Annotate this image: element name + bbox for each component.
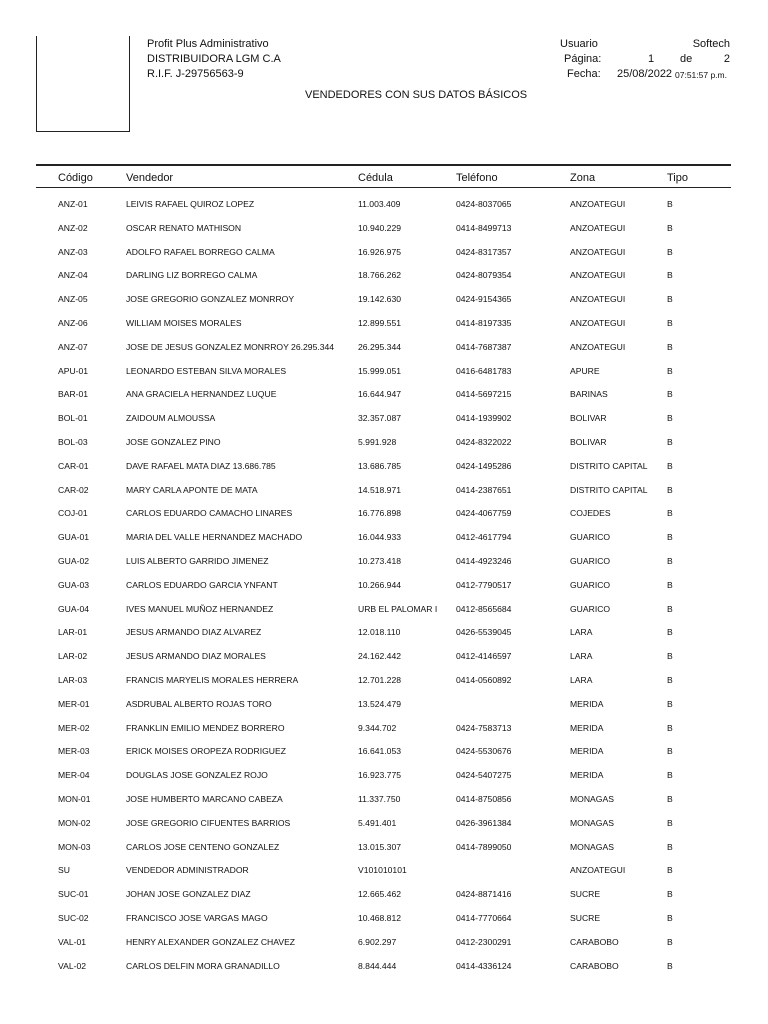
row-zone: BARINAS (570, 389, 608, 400)
row-type: B (667, 912, 673, 923)
row-id: 11.003.409 (358, 199, 401, 209)
row-id: 32.357.087 (358, 413, 402, 424)
page-of: de (680, 53, 693, 65)
row-code: ANZ-06 (58, 317, 88, 328)
row-code: MER-01 (58, 698, 90, 709)
date-value: 25/08/2022 (617, 68, 673, 80)
column-header-id: Cédula (358, 172, 393, 184)
row-seller: CARLOS EDUARDO GARCIA YNFANT (126, 579, 278, 590)
row-zone: ANZOATEGUI (570, 246, 626, 257)
table-row (36, 359, 731, 383)
row-type: B (667, 389, 673, 400)
row-seller: LEIVIS RAFAEL QUIROZ LOPEZ (126, 199, 255, 209)
row-seller: ANA GRACIELA HERNANDEZ LUQUE (126, 389, 277, 400)
table-row (36, 906, 731, 930)
row-seller: ERICK MOISES OROPEZA RODRIGUEZ (126, 746, 286, 757)
row-type: B (667, 222, 673, 233)
row-type: B (667, 674, 673, 685)
row-zone: ANZOATEGUI (570, 199, 626, 209)
row-id: 8.844.444 (358, 960, 397, 971)
row-code: SUC-01 (58, 889, 89, 900)
row-phone: 0412-4617794 (456, 532, 512, 543)
row-phone: 0424-8079354 (456, 270, 512, 281)
row-phone: 0414-7899050 (456, 841, 512, 852)
row-type: B (667, 936, 673, 947)
table-row (36, 287, 731, 311)
row-code: GUA-03 (58, 579, 90, 590)
row-zone: BOLIVAR (570, 413, 607, 424)
row-seller: WILLIAM MOISES MORALES (126, 317, 242, 328)
row-code: ANZ-05 (58, 294, 88, 305)
row-type: B (667, 746, 673, 757)
column-header-zone: Zona (570, 172, 596, 184)
row-type: B (667, 817, 673, 828)
row-seller: ADOLFO RAFAEL BORREGO CALMA (126, 246, 275, 257)
row-phone: 0414-4923246 (456, 555, 512, 566)
row-phone: 0412-2300291 (456, 936, 512, 947)
row-type: B (667, 317, 673, 328)
row-id: 13.015.307 (358, 841, 402, 852)
row-id: 5.491.401 (358, 817, 397, 828)
row-id: 12.665.462 (358, 889, 402, 900)
row-zone: DISTRITO CAPITAL (570, 460, 648, 471)
row-type: B (667, 722, 673, 733)
row-phone: 0414-4336124 (456, 960, 512, 971)
row-seller: DOUGLAS JOSE GONZALEZ ROJO (126, 770, 268, 781)
row-id: 16.776.898 (358, 508, 402, 519)
row-zone: LARA (570, 627, 593, 638)
row-phone: 0416-6481783 (456, 365, 512, 376)
row-code: LAR-02 (58, 651, 88, 662)
table-row (36, 335, 731, 359)
company-info (147, 37, 281, 82)
table-header (36, 164, 731, 188)
app-name: Profit Plus Administrativo (147, 38, 269, 50)
row-type: B (667, 508, 673, 519)
row-type: B (667, 413, 673, 424)
row-id: 10.266.944 (358, 579, 402, 590)
user-label: Usuario (560, 38, 598, 50)
row-type: B (667, 889, 673, 900)
row-phone: 0424-8317357 (456, 246, 512, 257)
row-phone: 0424-1495286 (456, 460, 512, 471)
row-phone: 0414-8499713 (456, 222, 512, 233)
row-phone: 0414-7687387 (456, 341, 512, 352)
company-rif: R.I.F. J-29756563-9 (147, 68, 244, 80)
row-code: GUA-01 (58, 532, 90, 543)
row-phone: 0424-5530676 (456, 746, 512, 757)
row-seller: JOSE GONZALEZ PINO (126, 436, 221, 447)
row-zone: GUARICO (570, 555, 611, 566)
row-phone: 0424-4067759 (456, 508, 512, 519)
row-seller: CARLOS EDUARDO CAMACHO LINARES (126, 508, 293, 519)
row-id: 6.902.297 (358, 936, 397, 947)
table-row (36, 549, 731, 573)
table-row (36, 478, 731, 502)
row-code: MON-03 (58, 841, 91, 852)
row-id: 12.701.228 (358, 674, 402, 685)
table-row (36, 644, 731, 668)
table-row (36, 620, 731, 644)
row-zone: LARA (570, 651, 593, 662)
row-type: B (667, 651, 673, 662)
row-zone: MERIDA (570, 770, 604, 781)
row-seller: MARY CARLA APONTE DE MATA (126, 484, 258, 495)
row-zone: COJEDES (570, 508, 611, 519)
table-row (36, 763, 731, 787)
table-row (36, 597, 731, 621)
row-phone: 0414-5697215 (456, 389, 512, 400)
table-row (36, 835, 731, 859)
row-code: CAR-02 (58, 484, 89, 495)
table-row (36, 811, 731, 835)
row-code: ANZ-07 (58, 341, 88, 352)
row-zone: ANZOATEGUI (570, 270, 626, 281)
row-id: 12.018.110 (358, 627, 401, 638)
row-phone: 0414-7770664 (456, 912, 512, 923)
row-zone: MERIDA (570, 746, 604, 757)
row-id: 14.518.971 (358, 484, 402, 495)
row-seller: JESUS ARMANDO DIAZ ALVAREZ (126, 627, 262, 638)
table-row (36, 668, 731, 692)
table-row (36, 739, 731, 763)
row-code: BAR-01 (58, 389, 89, 400)
company-name: DISTRIBUIDORA LGM C.A (147, 53, 281, 65)
row-type: B (667, 960, 673, 971)
row-code: VAL-02 (58, 960, 87, 971)
row-id: URB EL PALOMAR I (358, 603, 438, 614)
row-type: B (667, 484, 673, 495)
row-seller: JOSE GREGORIO GONZALEZ MONRROY (126, 294, 295, 305)
table-row (36, 454, 731, 478)
row-code: SU (58, 865, 70, 876)
row-zone: ANZOATEGUI (570, 865, 626, 876)
row-seller: IVES MANUEL MUÑOZ HERNANDEZ (126, 603, 274, 614)
row-seller: LUIS ALBERTO GARRIDO JIMENEZ (126, 555, 269, 566)
table-row (36, 882, 731, 906)
table-row (36, 192, 731, 216)
row-id: 9.344.702 (358, 722, 397, 733)
row-code: GUA-02 (58, 555, 90, 566)
row-seller: JOSE HUMBERTO MARCANO CABEZA (126, 793, 283, 804)
row-seller: FRANCISCO JOSE VARGAS MAGO (126, 912, 268, 923)
page-total: 2 (723, 53, 730, 65)
row-seller: CARLOS DELFIN MORA GRANADILLO (126, 960, 280, 971)
row-phone: 0414-8197335 (456, 317, 512, 328)
row-id: 11.337.750 (358, 793, 401, 804)
row-zone: MERIDA (570, 698, 604, 709)
row-seller: ASDRUBAL ALBERTO ROJAS TORO (126, 698, 272, 709)
row-phone: 0424-9154365 (456, 294, 512, 305)
row-phone: 0412-7790517 (456, 579, 512, 590)
row-type: B (667, 341, 673, 352)
row-seller: DAVE RAFAEL MATA DIAZ 13.686.785 (126, 460, 276, 471)
table-row (36, 787, 731, 811)
row-phone: 0424-8322022 (456, 436, 512, 447)
row-id: 5.991.928 (358, 436, 397, 447)
row-type: B (667, 555, 673, 566)
row-phone: 0414-2387651 (456, 484, 512, 495)
table-row (36, 692, 731, 716)
row-code: MER-02 (58, 722, 90, 733)
table-row (36, 240, 731, 264)
row-code: CAR-01 (58, 460, 89, 471)
date-label: Fecha: (567, 68, 601, 80)
row-code: BOL-03 (58, 436, 88, 447)
row-phone: 0426-3961384 (456, 817, 512, 828)
table-row (36, 216, 731, 240)
row-id: 10.468.812 (358, 912, 402, 923)
column-header-type: Tipo (667, 172, 688, 184)
row-zone: ANZOATEGUI (570, 341, 626, 352)
row-id: 18.766.262 (358, 270, 402, 281)
row-id: 15.999.051 (358, 365, 402, 376)
row-type: B (667, 793, 673, 804)
row-code: SUC-02 (58, 912, 89, 923)
row-phone: 0424-5407275 (456, 770, 512, 781)
page-label: Página: (564, 53, 602, 65)
table-row (36, 430, 731, 454)
row-type: B (667, 460, 673, 471)
row-zone: CARABOBO (570, 936, 619, 947)
row-seller: ZAIDOUM ALMOUSSA (126, 413, 216, 424)
row-code: LAR-01 (58, 627, 88, 638)
row-seller: JOSE DE JESUS GONZALEZ MONRROY 26.295.344 (126, 341, 335, 352)
row-type: B (667, 365, 673, 376)
row-phone: 0426-5539045 (456, 627, 512, 638)
table-row (36, 382, 731, 406)
row-type: B (667, 246, 673, 257)
page-number: 1 (648, 53, 655, 65)
table-row (36, 525, 731, 549)
row-type: B (667, 294, 673, 305)
row-type: B (667, 603, 673, 614)
row-id: 10.940.229 (358, 222, 402, 233)
row-seller: OSCAR RENATO MATHISON (126, 222, 242, 233)
column-header-seller: Vendedor (126, 172, 174, 184)
row-code: MON-02 (58, 817, 91, 828)
row-type: B (667, 865, 673, 876)
row-code: BOL-01 (58, 413, 88, 424)
row-zone: GUARICO (570, 532, 611, 543)
table-row (36, 311, 731, 335)
report-title: VENDEDORES CON SUS DATOS BÁSICOS (305, 89, 528, 101)
row-id: V101010101 (358, 865, 407, 876)
row-zone: ANZOATEGUI (570, 222, 626, 233)
logo-box (36, 36, 130, 132)
row-id: 10.273.418 (358, 555, 402, 566)
row-zone: BOLIVAR (570, 436, 607, 447)
row-phone: 0414-1939902 (456, 413, 512, 424)
row-zone: SUCRE (570, 889, 601, 900)
row-seller: LEONARDO ESTEBAN SILVA MORALES (126, 365, 287, 376)
row-id: 19.142.630 (358, 294, 402, 305)
row-id: 16.926.975 (358, 246, 402, 257)
row-type: B (667, 270, 673, 281)
row-id: 12.899.551 (358, 317, 402, 328)
table-row (36, 930, 731, 954)
table-row (36, 406, 731, 430)
row-code: COJ-01 (58, 508, 88, 519)
row-type: B (667, 436, 673, 447)
column-header-code: Código (58, 172, 93, 184)
row-zone: MERIDA (570, 722, 604, 733)
row-zone: LARA (570, 674, 593, 685)
row-seller: FRANKLIN EMILIO MENDEZ BORRERO (126, 722, 285, 733)
row-zone: GUARICO (570, 603, 611, 614)
row-id: 16.644.947 (358, 389, 402, 400)
row-code: ANZ-02 (58, 222, 88, 233)
row-phone: 0414-0560892 (456, 674, 512, 685)
row-id: 26.295.344 (358, 341, 402, 352)
row-seller: JESUS ARMANDO DIAZ MORALES (126, 651, 266, 662)
row-code: MON-01 (58, 793, 91, 804)
table-row (36, 954, 731, 978)
table-row (36, 858, 731, 882)
row-type: B (667, 199, 673, 209)
row-zone: DISTRITO CAPITAL (570, 484, 648, 495)
row-zone: SUCRE (570, 912, 601, 923)
row-zone: APURE (570, 365, 600, 376)
row-id: 13.686.785 (358, 460, 402, 471)
row-zone: ANZOATEGUI (570, 294, 626, 305)
row-seller: DARLING LIZ BORREGO CALMA (126, 270, 258, 281)
row-phone: 0414-8750856 (456, 793, 512, 804)
row-phone: 0424-8871416 (456, 889, 512, 900)
row-code: MER-03 (58, 746, 90, 757)
table-row (36, 716, 731, 740)
row-code: LAR-03 (58, 674, 88, 685)
time-value: 07:51:57 p.m. (675, 70, 727, 80)
row-id: 16.044.933 (358, 532, 402, 543)
row-seller: CARLOS JOSE CENTENO GONZALEZ (126, 841, 280, 852)
user-value: Softech (692, 38, 730, 50)
row-zone: ANZOATEGUI (570, 317, 626, 328)
row-type: B (667, 532, 673, 543)
row-code: APU-01 (58, 365, 89, 376)
row-zone: CARABOBO (570, 960, 619, 971)
row-type: B (667, 770, 673, 781)
row-seller: MARIA DEL VALLE HERNANDEZ MACHADO (126, 532, 303, 543)
row-zone: GUARICO (570, 579, 611, 590)
table-body (36, 192, 731, 977)
row-code: MER-04 (58, 770, 90, 781)
row-phone: 0424-7583713 (456, 722, 512, 733)
row-seller: JOSE GREGORIO CIFUENTES BARRIOS (126, 817, 291, 828)
table-row (36, 263, 731, 287)
row-type: B (667, 841, 673, 852)
table-row (36, 573, 731, 597)
row-phone: 0412-4146597 (456, 651, 512, 662)
row-id: 16.641.053 (358, 746, 402, 757)
row-code: ANZ-01 (58, 199, 88, 209)
row-id: 24.162.442 (358, 651, 402, 662)
row-zone: MONAGAS (570, 817, 614, 828)
table-row (36, 501, 731, 525)
row-seller: JOHAN JOSE GONZALEZ DIAZ (126, 889, 251, 900)
row-seller: FRANCIS MARYELIS MORALES HERRERA (126, 674, 299, 685)
row-type: B (667, 698, 673, 709)
column-header-phone: Teléfono (456, 172, 498, 184)
row-code: GUA-04 (58, 603, 90, 614)
row-id: 13.524.479 (358, 698, 402, 709)
row-phone: 0412-8565684 (456, 603, 512, 614)
row-seller: VENDEDOR ADMINISTRADOR (126, 865, 249, 876)
row-zone: MONAGAS (570, 841, 614, 852)
row-zone: MONAGAS (570, 793, 614, 804)
row-type: B (667, 627, 673, 638)
row-phone: 0424-8037065 (456, 199, 512, 209)
row-type: B (667, 579, 673, 590)
row-id: 16.923.775 (358, 770, 402, 781)
row-code: VAL-01 (58, 936, 87, 947)
row-code: ANZ-03 (58, 246, 88, 257)
row-seller: HENRY ALEXANDER GONZALEZ CHAVEZ (126, 936, 296, 947)
row-code: ANZ-04 (58, 270, 88, 281)
report-meta (560, 37, 732, 82)
